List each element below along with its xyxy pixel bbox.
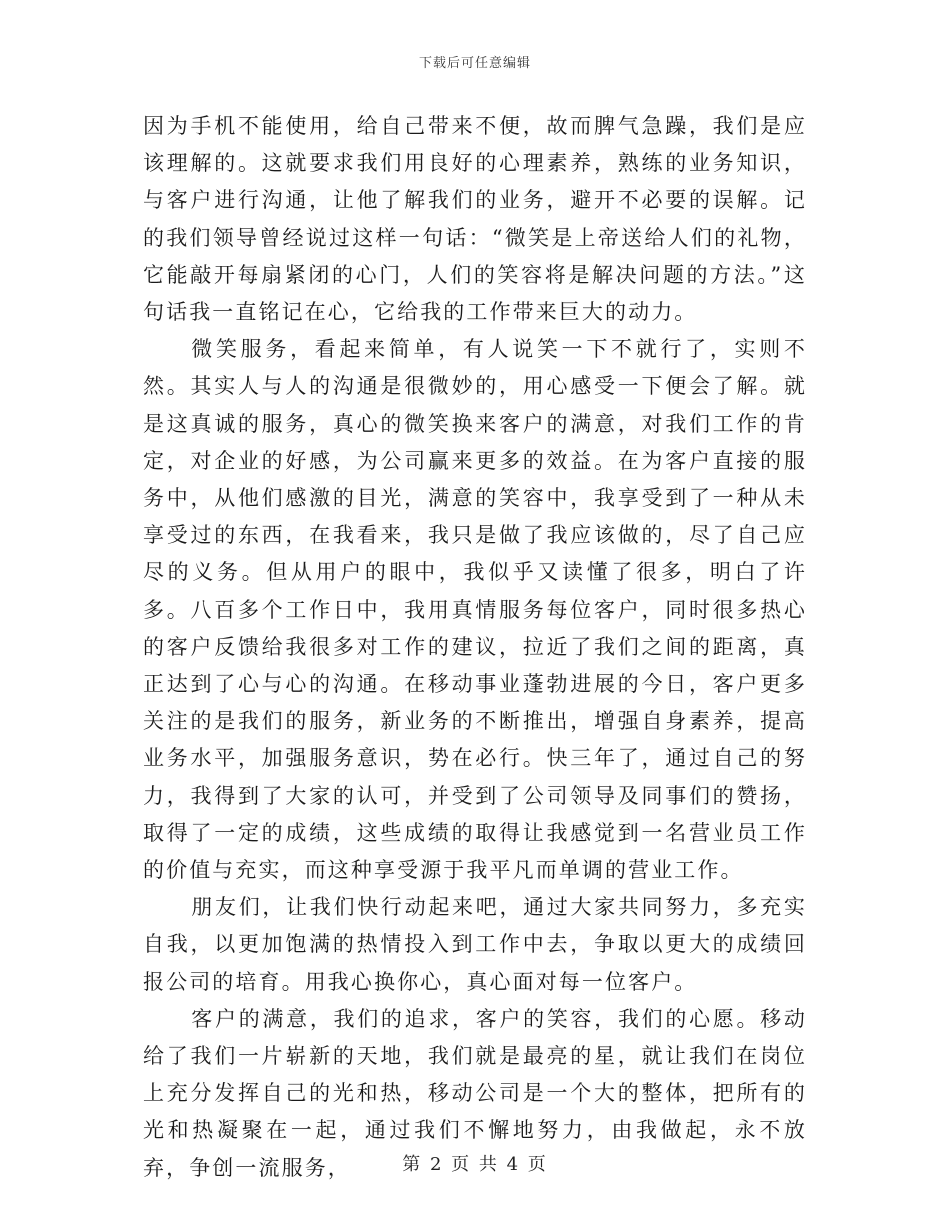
paragraph-2: 微笑服务，看起来简单，有人说笑一下不就行了，实则不然。其实人与人的沟通是很微妙的，用心感受一下便会了解。就是这真诚的服务，真心的微笑换来客户的满意，对我们工作的肯定，对企业的好感，为公司赢来更多的效益。在为客户直接的服务中，从他们感激的目光，满意的笑容中，我享受到了一种从未享受过的东西，在我看来，我只是做了我应该做的，尽了自己应尽的义务。但从用户的眼中，我似乎又读懂了很多，明白了许多。八百多个工作日中，我用真情服务每位客户，同时很多热心的客户反馈给我很多对工作的建议，拉近了我们之间的距离，真正达到了心与心的沟通。在移动事业蓬勃进展的今日，客户更多关注的是我们的服务，新业务的不断推出，增强自身素养，提高业务水平，加强服务意识，势在必行。快三年了，通过自己的努力，我得到了大家的认可，并受到了公司领导及同事们的赞扬，取得了一定的成绩，这些成绩的取得让我感觉到一名营业员工作的价值与充实，而这种享受源于我平凡而单调的营业工作。 (143, 337, 807, 883)
page-number-footer: 第 2 页 共 4 页 (402, 1154, 548, 1175)
paragraph-3: 朋友们，让我们快行动起来吧，通过大家共同努力，多充实自我，以更加饱满的热情投入到工作中去，争取以更大的成绩回报公司的培育。用我心换你心，真心面对每一位客户。 (143, 895, 807, 994)
paragraph-1: 因为手机不能使用，给自己带来不便，故而脾气急躁，我们是应该理解的。这就要求我们用良好的心理素养，熟练的业务知识，与客户进行沟通，让他了解我们的业务，避开不必要的误解。记的我们领导曾经说过这样一句话：“微笑是上帝送给人们的礼物，它能敲开每扇紧闭的心门，人们的笑容将是解决问题的方法。”这句话我一直铭记在心，它给我的工作带来巨大的动力。 (143, 114, 807, 325)
document-body (143, 108, 807, 1187)
paragraph-4: 客户的满意，我们的追求，客户的笑容，我们的心愿。移动给了我们一片崭新的天地，我们就是最亮的星，就让我们在岗位上充分发挥自己的光和热，移动公司是一个大的整体，把所有的光和热凝聚在一起，通过我们不懈地努力，由我做起，永不放弃，争创一流服务， (143, 1006, 807, 1180)
page-header: 下载后可任意编辑 (418, 56, 531, 71)
